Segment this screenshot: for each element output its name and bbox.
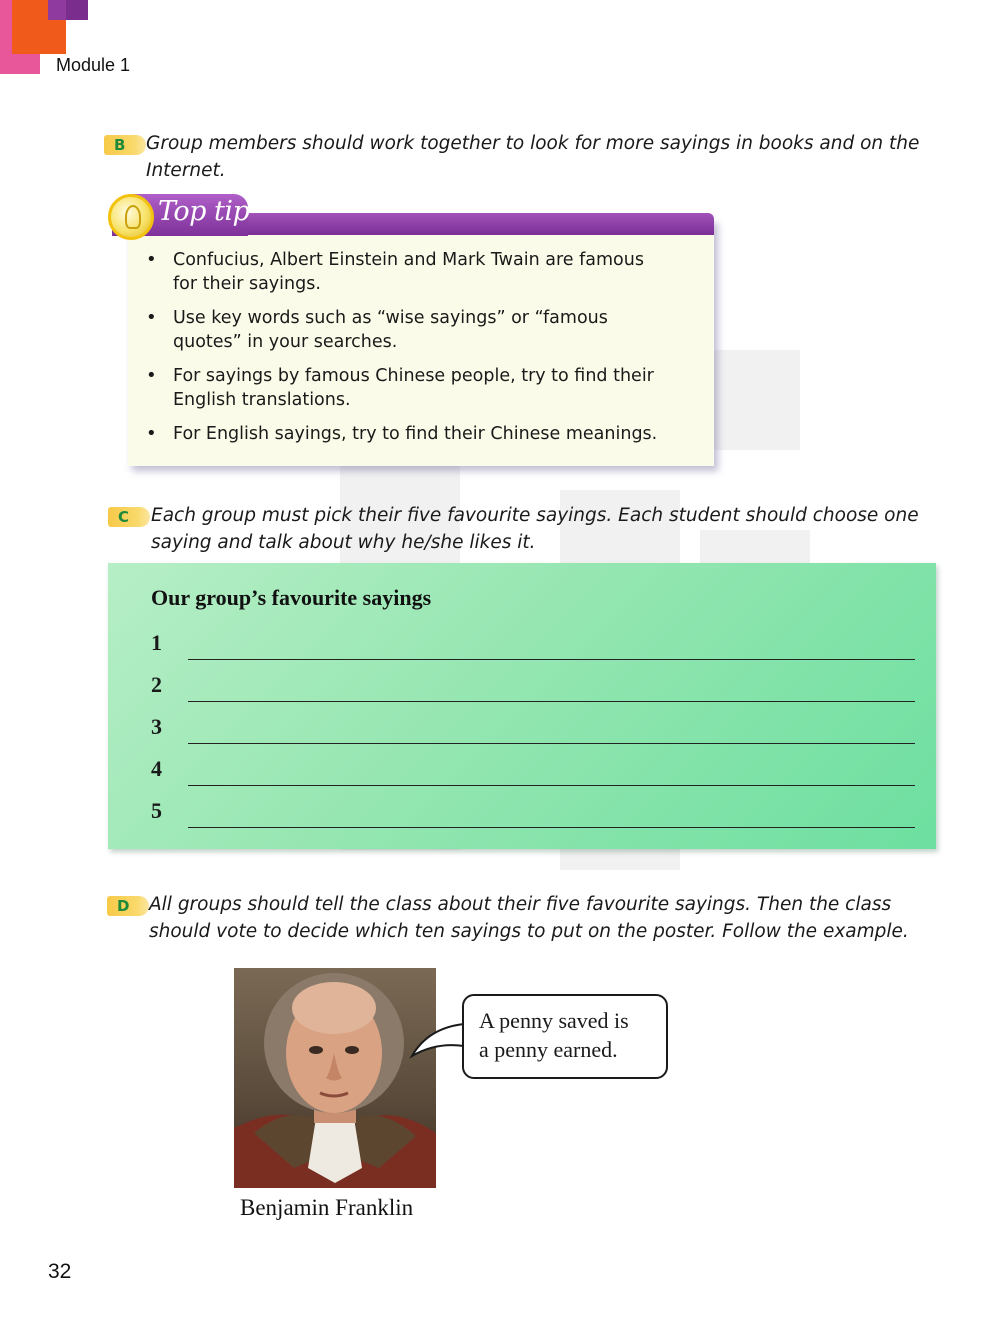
saying-line[interactable] [151,714,915,744]
section-b-instruction-line: Group members should work together to look for more sayings in books and on the [146,133,920,154]
section-d-instruction-line: should vote to decide which ten sayings to put on the poster. Follow the example. [149,921,909,942]
page-number: 32 [48,1260,72,1283]
favourite-sayings-title: Our group’s favourite sayings [151,585,432,610]
speech-bubble [462,994,668,1079]
top-tip-title: Top tip [158,196,250,227]
top-tip-item-line: for their sayings. [173,274,321,294]
saying-number: 3 [151,714,162,739]
saying-number: 2 [151,672,162,697]
section-c-instruction [151,502,919,556]
top-tip-list [146,248,696,456]
section-c-instruction-line: Each group must pick their five favourite sayings. Each student should choose one [151,505,919,526]
top-tip-item-line: English translations. [173,390,351,410]
benjamin-franklin-portrait [234,968,436,1188]
top-tip-item-line: • Confucius, Albert Einstein and Mark Twain are famous [173,250,644,270]
top-tip-item [146,248,696,296]
top-tip-item-line: • For English sayings, try to find their Chinese meanings. [173,424,658,444]
module-label: Module 1 [56,55,131,75]
section-b-instruction [146,130,919,184]
top-tip-item-line: • For sayings by famous Chinese people, try to find their [173,366,654,386]
top-tip-item [146,364,696,412]
top-tip-item [146,306,696,354]
saying-line[interactable] [151,756,915,786]
section-b-badge: B [104,135,146,155]
top-tip-item [146,422,696,446]
section-d-instruction [149,891,909,945]
section-d-badge: D [107,896,149,916]
portrait-caption: Benjamin Franklin [240,1195,414,1220]
lightbulb-icon [108,194,154,240]
section-c-instruction-line: saying and talk about why he/she likes it. [151,532,536,553]
saying-number: 5 [151,798,162,823]
saying-line[interactable] [151,672,915,702]
writing-blank[interactable] [188,701,915,702]
section-d-instruction-line: All groups should tell the class about their five favourite sayings. Then the class [149,894,892,915]
section-c-badge: C [108,507,150,527]
writing-blank[interactable] [188,659,915,660]
saying-line[interactable] [151,798,915,828]
saying-number: 4 [151,756,162,781]
writing-blank[interactable] [188,743,915,744]
top-tip-item-line: quotes” in your searches. [173,332,398,352]
saying-number: 1 [151,630,162,655]
speech-bubble-tail [408,1020,468,1060]
speech-line: A penny saved is [479,1008,629,1033]
speech-line: a penny earned. [479,1037,618,1062]
saying-line[interactable] [151,630,915,660]
writing-blank[interactable] [188,827,915,828]
top-tip-item-line: • Use key words such as “wise sayings” or “famous [173,308,608,328]
writing-blank[interactable] [188,785,915,786]
section-b-instruction-line: Internet. [146,160,226,181]
